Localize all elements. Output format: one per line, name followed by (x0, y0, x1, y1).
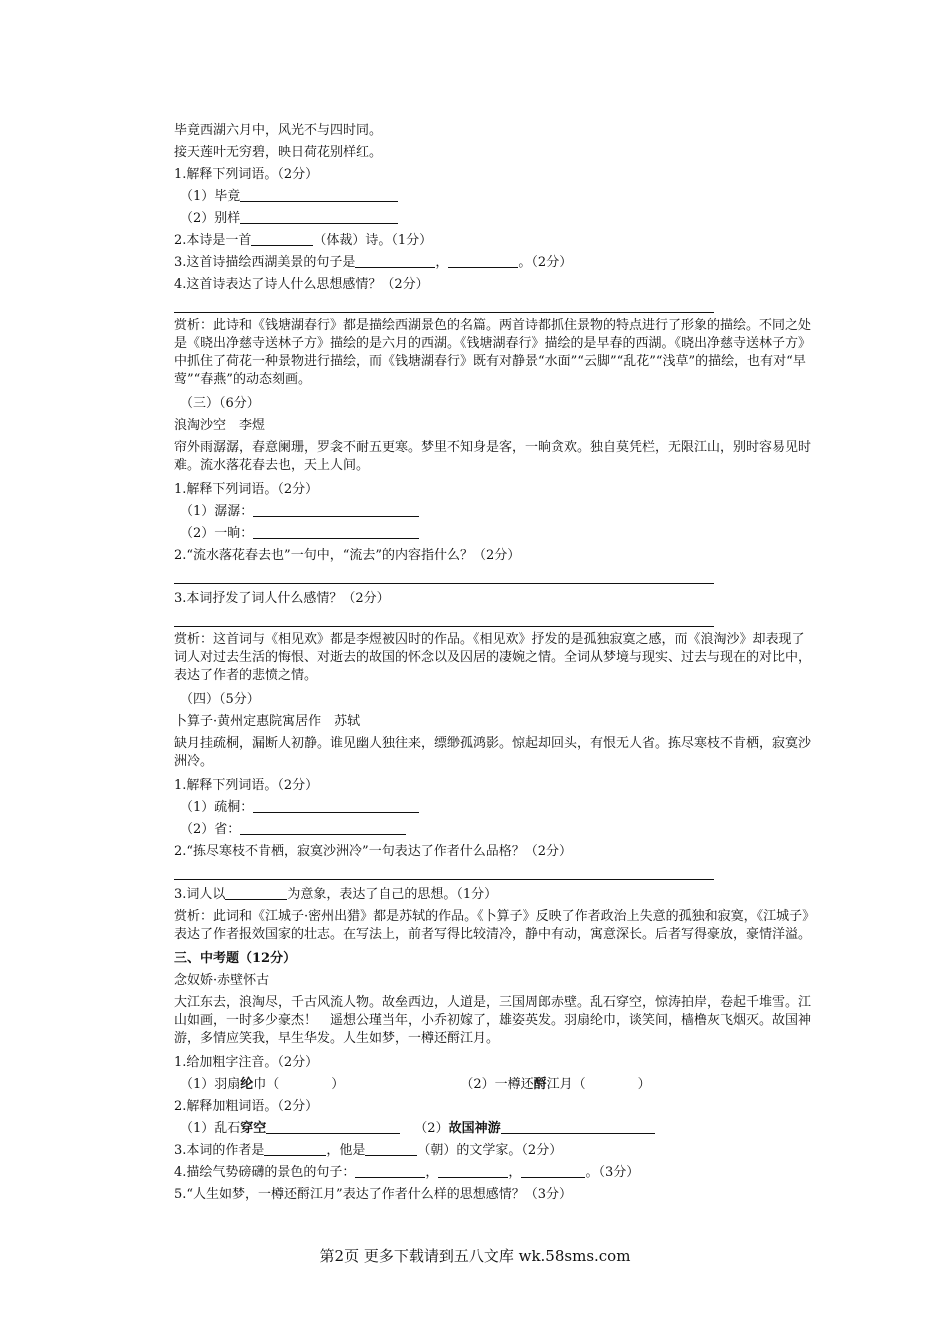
section-4-question-1a (174, 797, 814, 819)
question-1b (174, 208, 814, 230)
answer-line[interactable] (174, 296, 714, 313)
exam-question-2: 2.解释加粗词语。（2分） (174, 1099, 319, 1114)
answer-blank-imagery[interactable] (225, 885, 287, 900)
exam-question-4-text-d: 。（3分） (585, 1165, 640, 1180)
section-4-question-1a-label: （1）疏桐： (180, 800, 254, 815)
analysis-paragraph: 赏析：此诗和《钱塘湖春行》都是描绘西湖景色的名篇。两首诗都抓住景物的特点进行了形象的描绘。不同之处是《晓出净慈寺送林子方》描绘的是六月的西湖。《钱塘湖春行》描绘的是早春的西湖。《晓出净慈寺送林子方》中抓住了荷花一种景物进行描绘，而《钱塘湖春行》既有对静景“水面”“云脚”“乱花”“浅草”的描绘，也有对“早莺”“春燕”的动态刻画。 (174, 318, 812, 387)
section-4-analysis: 赏析：此词和《江城子·密州出猎》都是苏轼的作品。《卜算子》反映了作者政治上失意的孤独和寂寞，《江城子》表达了作者报效国家的壮志。在写法上，前者写得比较清冷，静中有动，寓意深长。后者写得豪放，豪情洋溢。 (174, 909, 812, 942)
question-3-text-b: ， (435, 255, 449, 270)
exam-question-3 (174, 1140, 814, 1162)
answer-blank-biijing[interactable] (240, 187, 398, 202)
section-4-question-2: 2.“拣尽寒枝不肯栖，寂寞沙洲冷”一句表达了作者什么品格？（2分） (174, 844, 572, 859)
answer-blank-chanchan[interactable] (253, 502, 419, 517)
exam-question-3-text-a: 3.本词的作者是 (174, 1143, 265, 1158)
exam-question-1b-pre: （2）一樽还 (460, 1077, 534, 1092)
section-3-title: 浪淘沙空 李煜 (174, 418, 266, 433)
answer-blank-bieyang[interactable] (240, 209, 398, 224)
answer-blank-xing[interactable] (240, 820, 406, 835)
answer-blank-scene-1[interactable] (355, 1163, 425, 1178)
question-2 (174, 230, 814, 252)
question-4: 4.这首诗表达了诗人什么思想感情？（2分） (174, 277, 429, 292)
section-4-title: 卜算子·黄州定惠院寓居作 苏轼 (174, 714, 361, 729)
section-3-question-2: 2.“流水落花春去也”一句中，“流去”的内容指什么？（2分） (174, 548, 521, 563)
exam-question-5: 5.“人生如梦，一樽还酹江月”表达了作者什么样的思想感情？（3分） (174, 1187, 572, 1202)
exam-question-2a-pre: （1）乱石 (180, 1121, 241, 1136)
exam-question-1a-bold: 纶 (240, 1077, 254, 1092)
question-2-text-b: （体裁）诗。（1分） (313, 233, 433, 248)
exam-question-1b-bold: 酹 (533, 1077, 547, 1092)
answer-blank-line-2[interactable] (448, 253, 518, 268)
exam-question-4 (174, 1162, 814, 1184)
exam-question-1: 1.给加粗字注音。（2分） (174, 1055, 319, 1070)
answer-blank-author[interactable] (264, 1141, 326, 1156)
question-1a (174, 186, 814, 208)
exam-question-1a-pre: （1）羽扇 (180, 1077, 241, 1092)
exam-question-1-items (174, 1074, 814, 1096)
exam-question-1b-post: 江月（ ） (546, 1077, 651, 1092)
section-4-poem: 缺月挂疏桐，漏断人初静。谁见幽人独往来，缥缈孤鸿影。惊起却回头，有恨无人省。拣尽寒枝不肯栖，寂寞沙洲冷。 (174, 736, 812, 769)
exam-poem-text: 大江东去，浪淘尽，千古风流人物。故垒西边，人道是，三国周郎赤壁。乱石穿空，惊涛拍岸，卷起千堆雪。江山如画，一时多少豪杰！ 遥想公瑾当年，小乔初嫁了，雄姿英发。羽扇纶巾，谈笑间，樯橹灰飞烟灭。故国神游，多情应笑我，早生华发。人生如梦，一樽还酹江月。 (174, 995, 812, 1046)
section-3-question-1: 1.解释下列词语。（2分） (174, 482, 319, 497)
section-3-analysis: 赏析：这首词与《相见欢》都是李煜被囚时的作品。《相见欢》抒发的是孤独寂寞之感，而《浪淘沙》却表现了词人对过去生活的悔恨、对逝去的故国的怀念以及囚居的凄婉之情。全词从梦境与现实、过去与现在的对比中，表达了作者的悲愤之情。 (174, 632, 812, 683)
answer-blank-scene-3[interactable] (521, 1163, 585, 1178)
answer-blank-shutong[interactable] (253, 798, 419, 813)
section-3-question-1b-label: （2）一晌： (180, 526, 254, 541)
exam-question-2b-pre: （2） (414, 1121, 449, 1136)
section-4-question-1: 1.解释下列词语。（2分） (174, 778, 319, 793)
exam-question-2b-bold: 故国神游 (448, 1121, 501, 1136)
answer-blank-line-1[interactable] (355, 253, 435, 268)
page-content (174, 120, 814, 1206)
section-3-question-3: 3.本词抒发了词人什么感情？（2分） (174, 591, 390, 606)
question-1-heading: 1.解释下列词语。（2分） (174, 167, 319, 182)
exam-question-1a-post: 巾（ ） (253, 1077, 345, 1092)
section-3-question-1a (174, 501, 814, 523)
question-3 (174, 252, 814, 274)
section-3-poem: 帘外雨潺潺，春意阑珊，罗衾不耐五更寒。梦里不知身是客，一晌贪欢。独自莫凭栏，无限江山，别时容易见时难。流水落花春去也，天上人间。 (174, 440, 812, 473)
exam-question-2-items (174, 1118, 814, 1140)
exam-question-3-text-c: （朝）的文学家。（2分） (417, 1143, 563, 1158)
section-3-question-1b (174, 523, 814, 545)
section-4-question-3-text-b: 为意象，表达了自己的思想。（1分） (287, 887, 498, 902)
exam-question-4-text-a: 4.描绘气势磅礴的景色的句子： (174, 1165, 356, 1180)
answer-line[interactable] (174, 567, 714, 584)
answer-blank-yishang[interactable] (253, 524, 419, 539)
answer-line[interactable] (174, 863, 714, 880)
page-footer: 第2页 更多下载请到五八文库 wk.58sms.com (319, 1247, 631, 1265)
section-3-question-1a-label: （1）潺潺： (180, 504, 254, 519)
section-3-label: （三）（6分） (180, 396, 260, 411)
question-1b-label: （2）别样 (180, 211, 241, 226)
question-3-text-a: 3.这首诗描绘西湖美景的句子是 (174, 255, 356, 270)
answer-blank-guguoshenyou[interactable] (501, 1119, 655, 1134)
section-4-question-3 (174, 884, 814, 906)
answer-blank-genre[interactable] (251, 231, 313, 246)
answer-line[interactable] (174, 610, 714, 627)
question-3-text-c: 。（2分） (518, 255, 573, 270)
exam-question-4-text-b: ， (425, 1165, 439, 1180)
question-2-text-a: 2.本诗是一首 (174, 233, 252, 248)
poem-line-2: 接天莲叶无穷碧，映日荷花别样红。 (174, 145, 383, 160)
exam-question-2a-bold: 穿空 (240, 1121, 267, 1136)
question-1a-label: （1）毕竟 (180, 189, 241, 204)
exam-question-3-text-b: ，他是 (326, 1143, 366, 1158)
exam-question-4-text-c: ， (508, 1165, 522, 1180)
poem-line-1: 毕竟西湖六月中，风光不与四时同。 (174, 123, 383, 138)
section-4-question-1b (174, 819, 814, 841)
section-4-label: （四）（5分） (180, 692, 260, 707)
section-4-question-1b-label: （2）省： (180, 822, 241, 837)
section-4-question-3-text-a: 3.词人以 (174, 887, 226, 902)
answer-blank-scene-2[interactable] (438, 1163, 508, 1178)
answer-blank-dynasty[interactable] (365, 1141, 417, 1156)
exam-poem-title: 念奴娇·赤壁怀古 (174, 973, 270, 988)
answer-blank-chuankong[interactable] (266, 1119, 400, 1134)
exam-section-heading: 三、中考题（12分） (174, 951, 297, 966)
